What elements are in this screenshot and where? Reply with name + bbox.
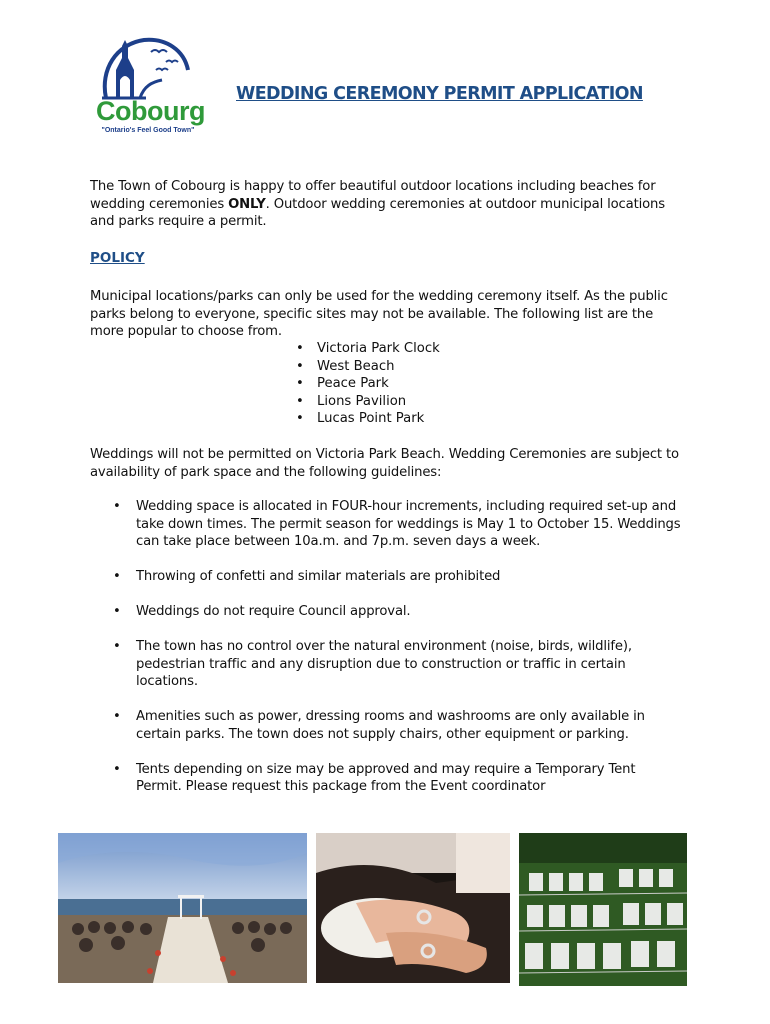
list-item: • The town has no control over the natural environment (noise, birds, wildlife), pedestrian traffic and any disruption due to construction or traffic in certain locations. xyxy=(113,638,683,691)
wedding-rings-photo xyxy=(316,833,510,983)
list-item: • West Beach xyxy=(296,358,440,376)
list-item: • Tents depending on size may be approved and may require a Temporary Tent Permit. Please request this package from the Event coordinator xyxy=(113,761,683,796)
parks-list xyxy=(296,340,440,428)
list-item: • Wedding space is allocated in FOUR-hour increments, including required set-up and take down times. The permit season for weddings is May 1 to October 15. Weddings can take place between 10a.m. and 7p.m. seven days a week. xyxy=(113,498,683,551)
list-item: • Amenities such as power, dressing rooms and washrooms are only available in certain parks. The town does not supply chairs, other equipment or parking. xyxy=(113,708,683,743)
policy-paragraph: Municipal locations/parks can only be used for the wedding ceremony itself. As the public parks belong to everyone, specific sites may not be available. The following list are the more popular to choose from. xyxy=(90,289,668,340)
list-item: • Lucas Point Park xyxy=(296,410,440,428)
list-item: • Lions Pavilion xyxy=(296,393,440,411)
intro-text-start: The Town of Cobourg is happy to offer beautiful outdoor locations including beaches for wedding ceremonies xyxy=(90,179,656,212)
page-title: WEDDING CEREMONY PERMIT APPLICATION xyxy=(236,84,643,104)
policy-heading: POLICY xyxy=(90,250,145,266)
list-item: • Peace Park xyxy=(296,375,440,393)
intro-text-end: . Outdoor wedding ceremonies at outdoor municipal locations and parks require a permit. xyxy=(90,196,665,230)
list-item: • Weddings do not require Council approval. xyxy=(113,603,683,621)
logo-wordmark: Cobourg xyxy=(96,96,205,126)
intro-paragraph xyxy=(90,178,680,231)
list-item: • Victoria Park Clock xyxy=(296,340,440,358)
ceremony-chairs-photo xyxy=(519,833,687,986)
list-item: • Throwing of confetti and similar materials are prohibited xyxy=(113,568,683,586)
logo-tagline: "Ontario's Feel Good Town" xyxy=(101,127,195,134)
guidelines-list xyxy=(113,498,683,813)
intro-text-bold: ONLY xyxy=(228,196,266,212)
guidelines-intro: Weddings will not be permitted on Victoria Park Beach. Wedding Ceremonies are subject to availability of park space and the following guidelines: xyxy=(90,447,679,480)
beach-ceremony-photo xyxy=(58,833,307,983)
cobourg-logo xyxy=(96,36,206,140)
